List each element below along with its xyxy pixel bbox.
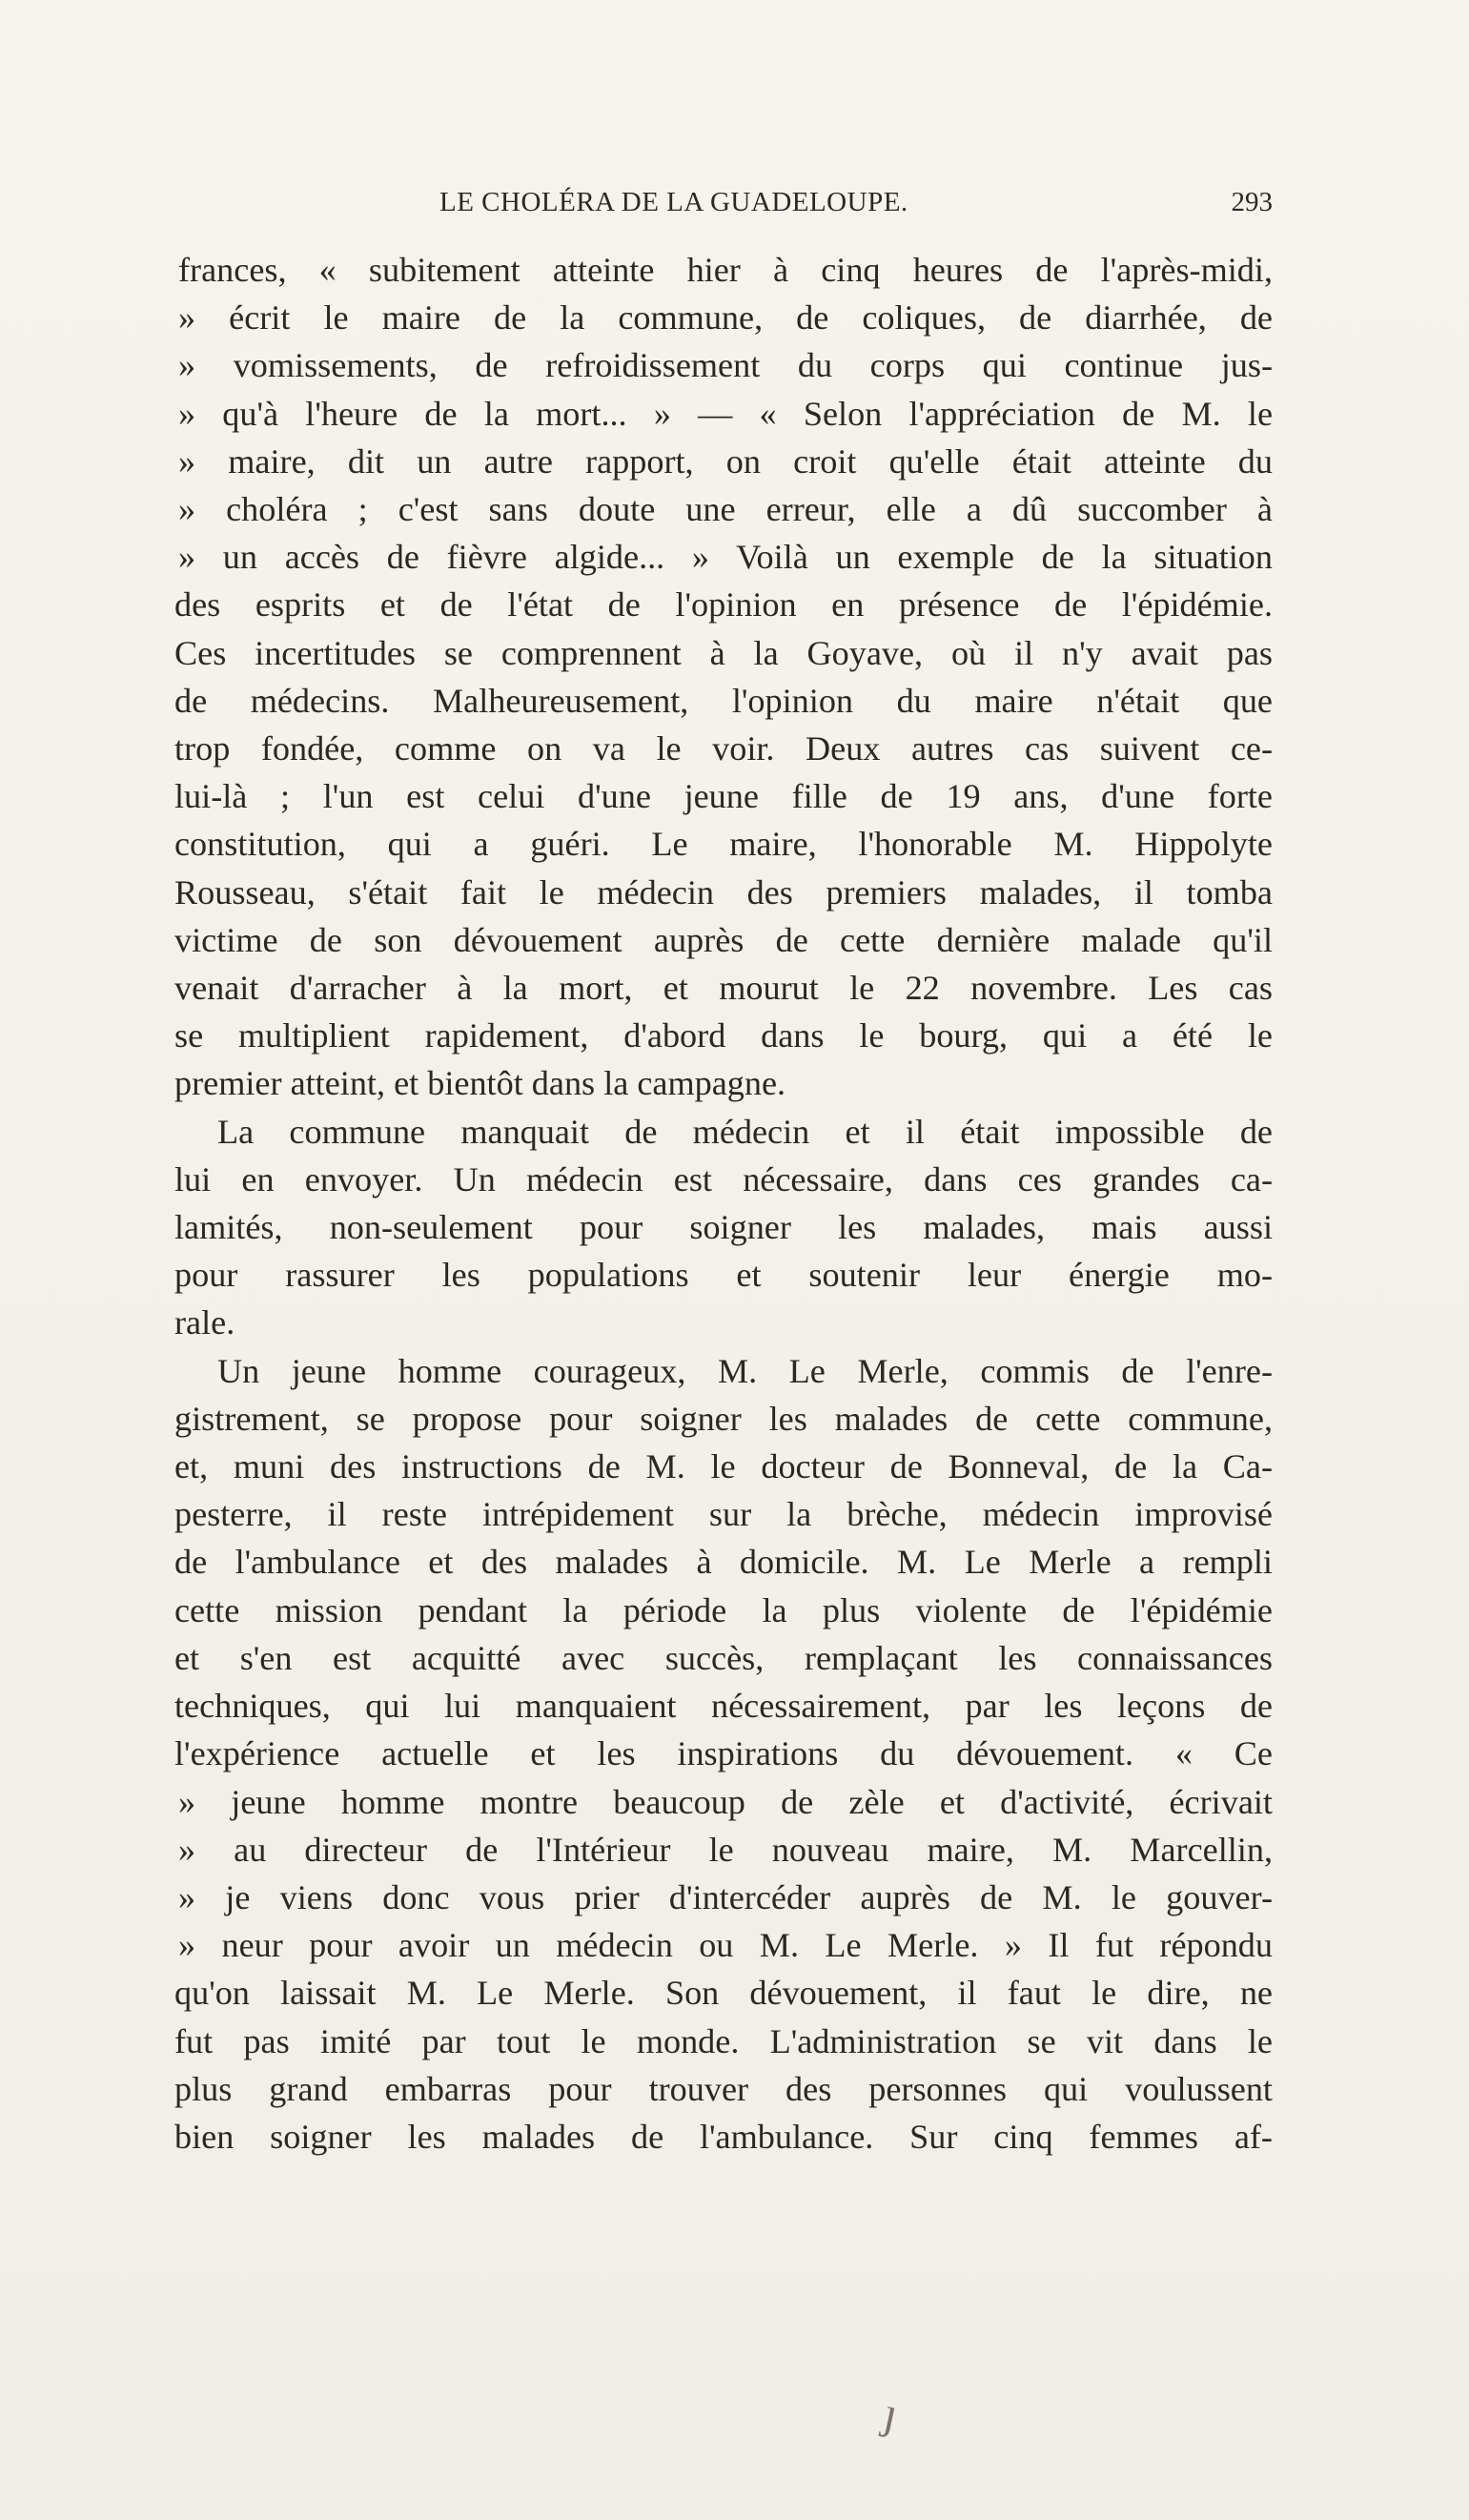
text-line: rale. xyxy=(174,1303,235,1342)
text-line: pour rassurer les populations et soutenir leur énergie mo- xyxy=(174,1256,1273,1295)
text-line: » au directeur de l'Intérieur le nouveau maire, M. Marcellin, xyxy=(178,1830,1273,1869)
page-number: 293 xyxy=(1231,187,1273,217)
text-line: de l'ambulance et des malades à domicile. M. Le Merle a rempli xyxy=(174,1543,1273,1582)
text-line: fut pas imité par tout le monde. L'administration se vit dans le xyxy=(174,2021,1273,2060)
text-line: » choléra ; c'est sans doute une erreur, elle a dû succomber à xyxy=(178,490,1273,529)
text-line: l'expérience actuelle et les inspirations du dévouement. « Ce xyxy=(174,1734,1273,1773)
text-line: victime de son dévouement auprès de cette dernière malade qu'il xyxy=(174,920,1273,959)
body-text xyxy=(174,246,1273,2161)
text-line: » écrit le maire de la commune, de coliques, de diarrhée, de xyxy=(178,298,1273,338)
text-line: lui en envoyer. Un médecin est nécessaire, dans ces grandes ca- xyxy=(174,1159,1273,1199)
text-line: bien soigner les malades de l'ambulance. Sur cinq femmes af- xyxy=(174,2117,1273,2156)
text-line: » vomissements, de refroidissement du corps qui continue jus- xyxy=(178,346,1273,385)
text-line: La commune manquait de médecin et il était impossible de xyxy=(217,1112,1273,1151)
text-line: trop fondée, comme on va le voir. Deux autres cas suivent ce- xyxy=(174,729,1273,768)
text-line: et s'en est acquitté avec succès, remplaçant les connaissances xyxy=(174,1638,1273,1677)
text-line: plus grand embarras pour trouver des personnes qui voulussent xyxy=(174,2069,1273,2108)
running-title: LE CHOLÉRA DE LA GUADELOUPE. xyxy=(439,187,908,217)
text-line: » un accès de fièvre algide... » Voilà un exemple de la situation xyxy=(178,538,1273,577)
text-line: gistrement, se propose pour soigner les malades de cette commune, xyxy=(174,1399,1273,1438)
text-line: » jeune homme montre beaucoup de zèle et d'activité, écrivait xyxy=(178,1782,1273,1821)
text-line: venait d'arracher à la mort, et mourut le 22 novembre. Les cas xyxy=(174,969,1273,1008)
text-line: » je viens donc vous prier d'intercéder auprès de M. le gouver- xyxy=(178,1877,1273,1916)
text-line: techniques, qui lui manquaient nécessairement, par les leçons de xyxy=(174,1687,1273,1726)
text-line: des esprits et de l'état de l'opinion en présence de l'épidémie. xyxy=(174,585,1273,625)
text-line: se multiplient rapidement, d'abord dans le bourg, qui a été le xyxy=(174,1016,1273,1055)
text-line: qu'on laissait M. Le Merle. Son dévouement, il faut le dire, ne xyxy=(174,1974,1273,2013)
text-line: » qu'à l'heure de la mort... » — « Selon l'appréciation de M. le xyxy=(178,394,1273,433)
text-line: constitution, qui a guéri. Le maire, l'honorable M. Hippolyte xyxy=(174,825,1273,864)
text-line: cette mission pendant la période la plus violente de l'épidémie xyxy=(174,1590,1273,1629)
text-line: et, muni des instructions de M. le docteur de Bonneval, de la Ca- xyxy=(174,1447,1273,1486)
text-line: lui-là ; l'un est celui d'une jeune fille de 19 ans, d'une forte xyxy=(174,777,1273,816)
ink-mark-glyph: ȷ xyxy=(879,2387,903,2440)
text-line: lamités, non-seulement pour soigner les malades, mais aussi xyxy=(174,1208,1273,1247)
page-header xyxy=(174,187,1273,233)
text-line: frances, « subitement atteinte hier à cinq heures de l'après-midi, xyxy=(178,251,1273,289)
text-line: Un jeune homme courageux, M. Le Merle, commis de l'enre- xyxy=(217,1351,1273,1390)
text-line: » neur pour avoir un médecin ou M. Le Merle. » Il fut répondu xyxy=(178,1926,1273,1965)
text-line: » maire, dit un autre rapport, on croit qu'elle était atteinte du xyxy=(178,441,1273,481)
text-line: Ces incertitudes se comprennent à la Goyave, où il n'y avait pas xyxy=(174,633,1273,672)
text-line: pesterre, il reste intrépidement sur la brèche, médecin improvisé xyxy=(174,1495,1273,1534)
text-line: Rousseau, s'était fait le médecin des premiers malades, il tomba xyxy=(174,872,1273,912)
text-line: premier atteint, et bientôt dans la campagne. xyxy=(174,1064,786,1103)
text-line: de médecins. Malheureusement, l'opinion du maire n'était que xyxy=(174,681,1273,720)
